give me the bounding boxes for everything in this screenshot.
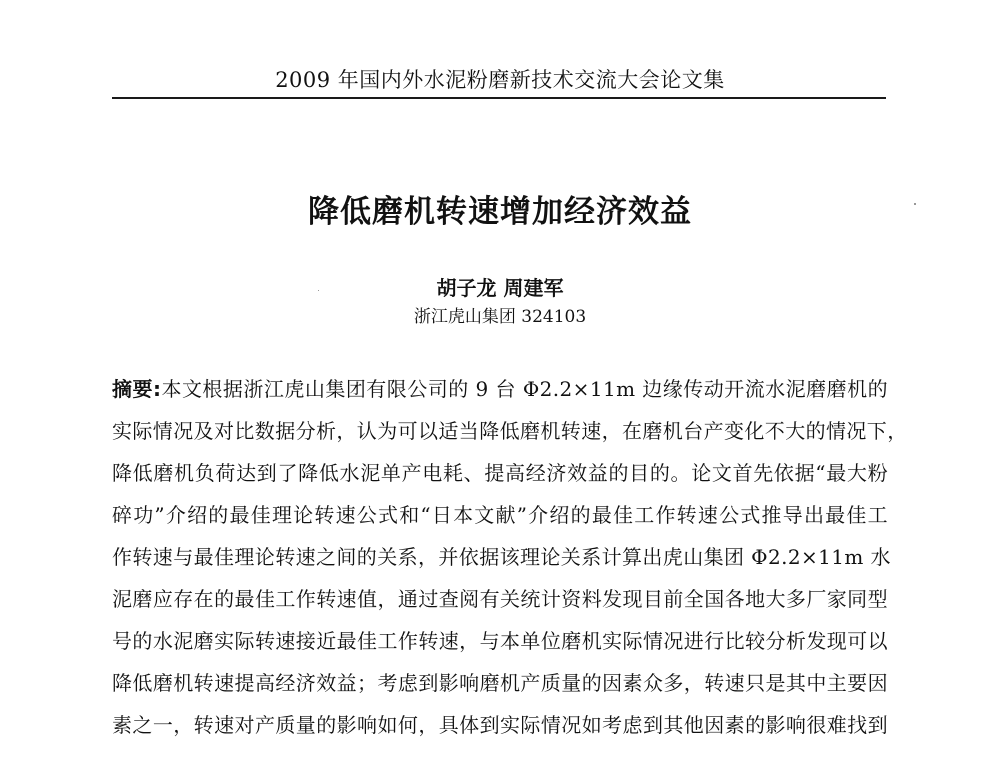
paper-title: 降低磨机转速增加经济效益 bbox=[308, 194, 692, 230]
abstract bbox=[112, 368, 908, 746]
paper-affiliation: 浙江虎山集团 324103 bbox=[413, 307, 587, 327]
abstract-line bbox=[112, 368, 888, 410]
abstract-line: 素之一，转速对产质量的影响如何，具体到实际情况如考虑到其他因素的影响很难找到 bbox=[112, 713, 888, 737]
scan-speck bbox=[318, 290, 319, 291]
abstract-line: 降低磨机转速提高经济效益；考虑到影响磨机产质量的因素众多，转速只是其中主要因 bbox=[112, 671, 888, 695]
abstract-line: 泥磨应存在的最佳工作转速值，通过查阅有关统计资料发现目前全国各地大多厂家同型 bbox=[112, 587, 888, 611]
paper-authors: 胡子龙 周建军 bbox=[436, 276, 564, 300]
header-rule bbox=[112, 97, 886, 99]
abstract-line-text: 本文根据浙江虎山集团有限公司的 9 台 Φ2.2×11m 边缘传动开流水泥磨磨机的 bbox=[161, 377, 888, 401]
running-header: 2009 年国内外水泥粉磨新技术交流大会论文集 bbox=[275, 68, 725, 92]
abstract-line: 实际情况及对比数据分析，认为可以适当降低磨机转速，在磨机台产变化不大的情况下， bbox=[112, 419, 908, 443]
scan-speck bbox=[914, 203, 916, 205]
abstract-line: 号的水泥磨实际转速接近最佳工作转速，与本单位磨机实际情况进行比较分析发现可以 bbox=[112, 629, 888, 653]
abstract-line: 碎功”介绍的最佳理论转速公式和“日本文献”介绍的最佳工作转速公式推导出最佳工 bbox=[112, 503, 888, 527]
abstract-label: 摘要: bbox=[112, 377, 162, 401]
abstract-line: 作转速与最佳理论转速之间的关系，并依据该理论关系计算出虎山集团 Φ2.2×11m 水 bbox=[112, 545, 891, 569]
abstract-line: 降低磨机负荷达到了降低水泥单产电耗、提高经济效益的目的。论文首先依据“最大粉 bbox=[112, 461, 888, 485]
